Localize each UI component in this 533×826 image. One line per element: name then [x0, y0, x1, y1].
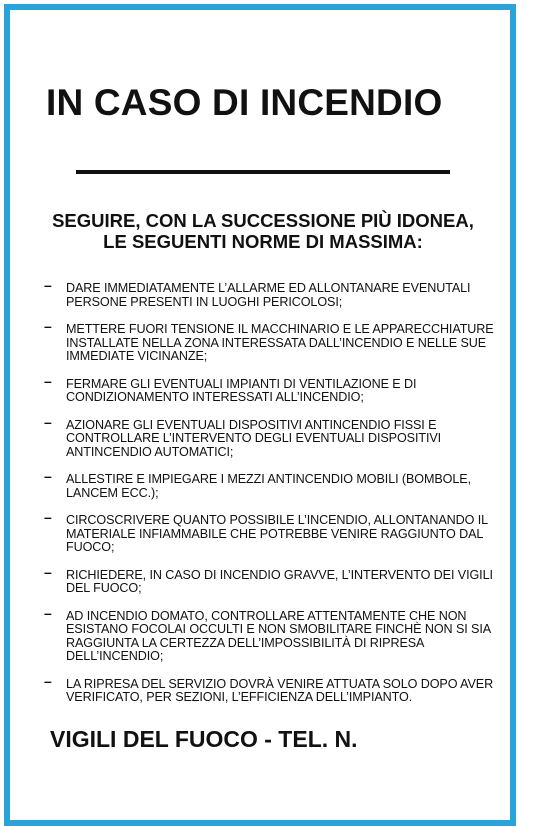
rule-item [44, 509, 508, 555]
rule-text: RICHIEDERE, IN CASO DI INCENDIO GRAVVE, L’INTERVENTO DEI VIGILI DEL FUOCO; [66, 567, 493, 595]
rule-item [44, 604, 508, 664]
sign-title: IN CASO DI INCENDIO [46, 82, 443, 123]
rule-text: LA RIPRESA DEL SERVIZIO DOVRÀ VENIRE ATTUATA SOLO DOPO AVER VERIFICATO, PER SEZIONI, L’EFFICIENZA DELL’IMPIANTO. [66, 676, 494, 704]
dash-bullet-icon: – [44, 563, 52, 580]
rule-text: ALLESTIRE E IMPIEGARE I MEZZI ANTINCENDIO MOBILI (BOMBOLE, LANCEM ECC.); [66, 472, 471, 500]
rule-item [44, 563, 508, 596]
emergency-phone-label: VIGILI DEL FUOCO - TEL. N. [50, 726, 358, 752]
rule-item [44, 672, 508, 705]
rule-text: AD INCENDIO DOMATO, CONTROLLARE ATTENTAMENTE CHE NON ESISTANO FOCOLAI OCCULTI E NON SMOBILITARE FINCHÈ NON SI SIA RAGGIUNTA LA CERTEZZA DELL’IMPOSSIBILITÀ DI RIPRESA DELL’INCENDIO; [66, 608, 491, 663]
rule-text: METTERE FUORI TENSIONE IL MACCHINARIO E LE APPARECCHIATURE INSTALLATE NELLA ZONA INTERESSATA DALL’INCENDIO E NELLE SUE IMMEDIATE VICINANZE; [66, 322, 494, 363]
rule-item [44, 277, 508, 309]
sign-subtitle: SEGUIRE, CON LA SUCCESSIONE PIÙ IDONEA, LE SEGUENTI NORME DI MASSIMA: [52, 210, 474, 252]
dash-bullet-icon: – [44, 468, 52, 484]
rule-item [44, 413, 508, 460]
rules-list [44, 277, 508, 719]
rule-text: DARE IMMEDIATAMENTE L’ALLARME ED ALLONTANARE EVENUTALI PERSONE PRESENTI IN LUOGHI PERICOLOSI; [66, 281, 471, 309]
rule-text: CIRCOSCRIVERE QUANTO POSSIBILE L’INCENDIO, ALLONTANANDO IL MATERIALE INFIAMMABILE CHE POTREBBE VENIRE RAGGIUNTO DAL FUOCO; [66, 513, 488, 554]
fire-safety-sign [4, 4, 516, 826]
dash-bullet-icon: – [44, 413, 52, 430]
rule-item [44, 318, 508, 364]
rule-item [44, 468, 508, 500]
rule-text: AZIONARE GLI EVENTUALI DISPOSITIVI ANTINCENDIO FISSI E CONTROLLARE L’INTERVENTO DEGLI EVENTUALI DISPOSITIVI ANTINCENDIO AUTOMATICI; [66, 417, 442, 459]
rule-text: FERMARE GLI EVENTUALI IMPIANTI DI VENTILAZIONE E DI CONDIZIONAMENTO INTERESSATI ALL’INCENDIO; [66, 376, 417, 404]
dash-bullet-icon: – [44, 604, 52, 621]
title-divider [76, 170, 450, 174]
rule-item [44, 372, 508, 405]
dash-bullet-icon: – [44, 277, 52, 293]
dash-bullet-icon: – [44, 372, 52, 389]
dash-bullet-icon: – [44, 672, 52, 689]
dash-bullet-icon: – [44, 509, 52, 525]
dash-bullet-icon: – [44, 318, 52, 334]
